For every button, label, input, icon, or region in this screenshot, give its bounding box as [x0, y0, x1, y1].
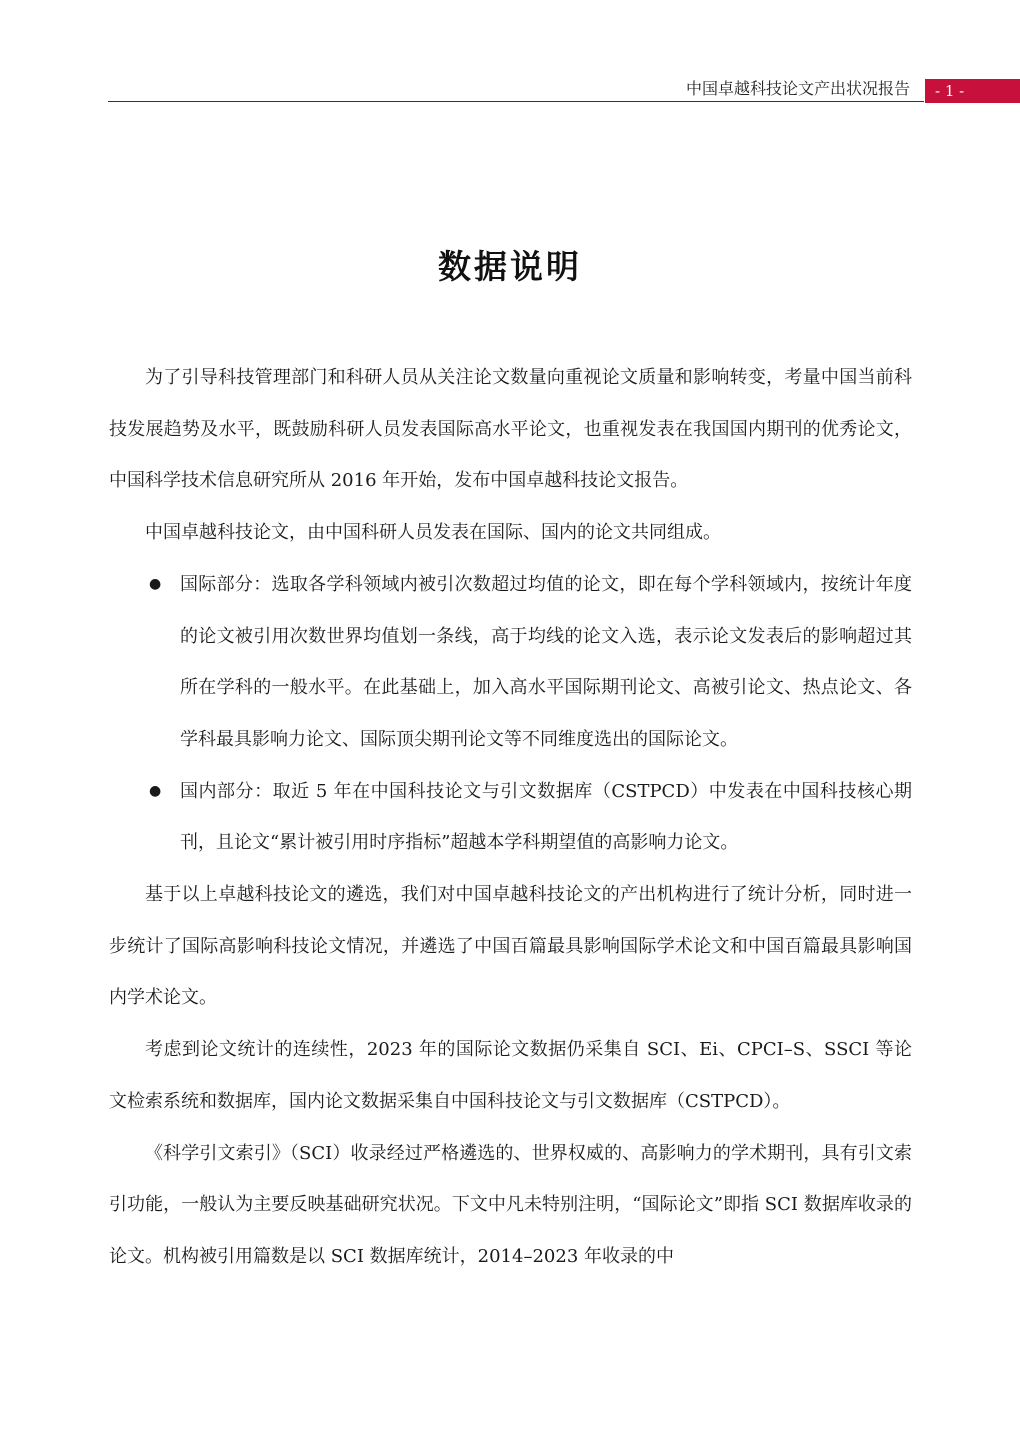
paragraph-composition: 中国卓越科技论文，由中国科研人员发表在国际、国内的论文共同组成。: [145, 522, 721, 544]
bullet-item-domestic: [109, 766, 912, 869]
bullet-icon: ●: [149, 575, 162, 592]
page-number: - 1 -: [935, 82, 965, 100]
paragraph-analysis: 基于以上卓越科技论文的遴选，我们对中国卓越科技论文的产出机构进行了统计分析，同时进一步统计了国际高影响科技论文情况，并遴选了中国百篇最具影响国际学术论文和中国百篇最具影响国内学术论文。: [109, 884, 912, 1009]
paragraph-sci: 《科学引文索引》（SCI）收录经过严格遴选的、世界权威的、高影响力的学术期刊，具有引文索引功能，一般认为主要反映基础研究状况。下文中凡未特别注明，“国际论文”即指 SCI 数据库收录的论文。机构被引用篇数是以 SCI 数据库统计，2014–2023 年收录的中: [109, 1142, 912, 1267]
body-text: [109, 352, 912, 1283]
page-number-badge: [925, 79, 1020, 103]
bullet-list: [109, 559, 912, 869]
paragraph-data-sources: 考虑到论文统计的连续性，2023 年的国际论文数据仍采集自 SCI、Ei、CPCI–S、SSCI 等论文检索系统和数据库，国内论文数据采集自中国科技论文与引文数据库（CSTPCD）。: [109, 1039, 912, 1112]
page-title: 数据说明: [438, 247, 582, 286]
bullet-icon: ●: [149, 782, 162, 799]
header-divider: [108, 101, 924, 102]
bullet-text: 国内部分：取近 5 年在中国科技论文与引文数据库（CSTPCD）中发表在中国科技核心期刊，且论文“累计被引用时序指标”超越本学科期望值的高影响力论文。: [180, 780, 912, 854]
running-header: 中国卓越科技论文产出状况报告: [685, 79, 910, 98]
paragraph-intro: 为了引导科技管理部门和科研人员从关注论文数量向重视论文质量和影响转变，考量中国当前科技发展趋势及水平，既鼓励科研人员发表国际高水平论文，也重视发表在我国国内期刊的优秀论文，中国科学技术信息研究所从 2016 年开始，发布中国卓越科技论文报告。: [109, 367, 912, 492]
bullet-item-international: [109, 559, 912, 766]
bullet-text: 国际部分：选取各学科领域内被引次数超过均值的论文，即在每个学科领域内，按统计年度的论文被引用次数世界均值划一条线，高于均线的论文入选，表示论文发表后的影响超过其所在学科的一般水平。在此基础上，加入高水平国际期刊论文、高被引论文、热点论文、各学科最具影响力论文、国际顶尖期刊论文等不同维度选出的国际论文。: [180, 573, 912, 750]
